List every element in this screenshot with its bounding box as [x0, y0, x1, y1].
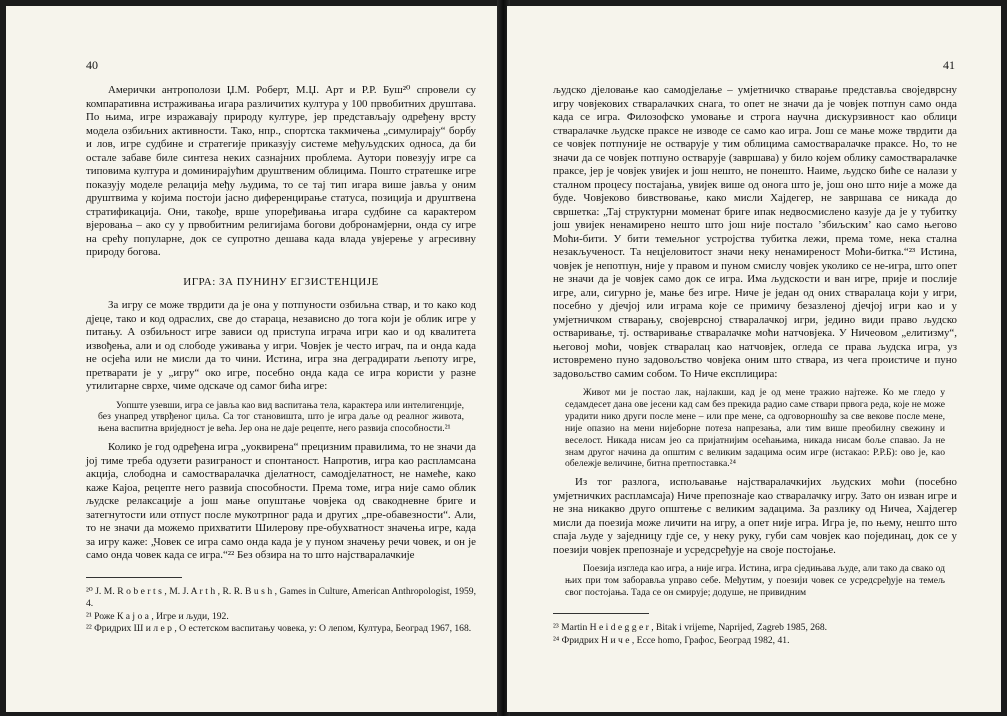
left-text-column	[86, 84, 476, 636]
paragraph: Амерички антрополози Џ.М. Роберт, М.Џ. Арт и Р.Р. Буш²⁰ спровели су компаративна истраживања игара различитих култура у 100 првобитних друштава. По њима, игре изражавају природу културе, јер представљају одређену врсту модела озбиљних активности. Тако, нпр., спортска такмичења „симулирају“ борбу и лов, игре судбине и стратегије приказују системе међуљудских односа, да би остале забаве биле синтеза неких сазнајних проблема. Аутори повезују игре са типовима култура и доминирајућим друштвеним облицима. Пошто стратешке игре показују моделе релација међу људима, то се тај тип игара више јавља у оним друштвима у којима постоји јасно диференцирање статуса, позиција и друштвена стратификација. Они, такође, врше упоређивања игара судбине са карактером вјеровања – ако су у првобитним религијама богови добронамјерни, онда су игре на срећу популарне, док се супротно дешава када влада увјерење у агресивну природу богова.	[86, 84, 476, 258]
footnote: ²⁴ Фридрих Н и ч е , Ecce homo, Графос, Београд 1982, 41.	[553, 634, 790, 646]
paragraph: За игру се може тврдити да је она у потпуности озбиљна ствар, и то како код дјеце, тако и код одраслих, све до стараца, независно до тога који је облик игре у питању. А озбиљност игре зависи од приступа играча игри као и од квалитета извођења, али и од слободе уживања у игри. Човјек је често играч, па и онда када не осјећа или не мисли да то чини. Истина, игра зна деградирати љепоту игре, претварати је у „игру“ око игре, посебно онда када се игра користи у разне утилитарне сврхе, чиме одскаче од самог бића игре:	[86, 299, 476, 392]
right-page	[507, 6, 1001, 712]
footnote-rule	[86, 577, 182, 578]
footnote: ²³ Martin H e i d e g g e r , Bitak i vrijeme, Naprijed, Zagreb 1985, 268.	[553, 622, 828, 634]
footnote: ²¹ Роже К а ј о а , Игре и људи, 192.	[86, 610, 229, 622]
block-quote: Уопште узевши, игра се јавља као вид васпитања тела, карактера или интелигенције, без унапред утврђеног циља. Са тог становишта, што је игра даље од реалног живота, њена васпитна вриједност је већа. Јер она не даје рецепте, него развија способности.²¹	[98, 399, 464, 435]
block-quote: Поезија изгледа као игра, а није игра. Истина, игра сједињава људе, али тако да свако од њих при том заборавља управо себе. Међутим, у поезији човек се усредсређује на темељ свог постојања. Тада се он смирује; додуше, не привидним	[565, 563, 945, 599]
block-quote: Живот ми је постао лак, најлакши, кад је од мене тражио најтеже. Ко ме гледо у седамдесет дана ове јесени кад сам без прекида радио саме ствари првога реда, које не може урадити нико други после мене – или пре мене, са одговорношћу за све векове после мене, није опазио на мени нијеборне потеза напрезања, али тим више преобилну свежину и веселост. Никада нисам јео са пријатнијим осећањима, никада нисам боље спавао. Ја не знам другог начина да општим с великим задацима осим игре (истакао: Р.Р.Б): ово је, као обележје величине, битна претпоставка.²⁴	[565, 387, 945, 470]
page-number: 41	[943, 58, 955, 72]
paragraph: Из тог разлога, испољавање најстваралачкијих људских моћи (посебно умјетничких распламсаја) Ниче препознаје као стваралачку игру. Зато он изван игре и не зна никакво друго општење с великим задацима. За разлику од Ничеа, Хајдегер мисли да поезија може личити на игру, а опет није игра. Игра је, по њему, нешто што спаја људе у заједницу гдје се, у неку руку, губи сам човјек као појединац, док се у поезији човјек препознаје и усредсређује на своје постојање.	[553, 476, 957, 556]
page-number: 40	[86, 58, 98, 72]
footnote: ²² Фридрих Ш и л е р , О естетском васпитању човека, у: О лепом, Култура, Београд 1967, 168.	[86, 623, 472, 635]
paragraph: људско дјеловање као самодјелање – умјетничко стварање представља своједврсну игру човјекових стваралачких снага, то опет не значи да је човјек потпун само онда када се игра. Филозофско умовање и строга научна дискурзивност као облици стваралачке људске праксе не изводе се само као игра. Још се мање може тврдити да се човјек потпуније не остварује у тим облицима самостваралачке праксе. Но, то не значи да се човјек потпуно остварује (завршава) у било којем облику самостваралачке праксе, јер је човјек увијек и још нешто, не понешто. Наиме, људско биће се налази у сталном процесу постајања, увијек више од онога што је, још оно што није а може да буде. Човјеково бивствовање, како мисли Хајдегер, не завршава се никада до свршетка: „Тај структурни моменат бриге ипак недвосмислено казује да је у тубитку још увијек ненамирено нешто што још није постало ’збиљским’ као само његово Моћи-бити. У бити темељног устројства тубитка лежи, према томе, нека стална незакљученост. Та нецјеловитост значи неку ненамиреност Моћи-битка.“²³ Истина, човјек је непотпун, није у правом и пуном смислу човјек уколико се не-игра, што опет не значи да је човјек само док се игра. Има људскости и ван игре, прије и послије игре, али, сигурно је, мање без игре. Ниче је један од оних стваралаца који у игри, посебно у дјечјој или играма које се примичу безазленој дјечјој игри као и у умјетничком стварању, својеврсној стваралачкој игри, једино види право људско остваривање, тј. остваривање стваралачке моћи натчовјека. У Ничеовом „елитизму“, његовој моћи, човјек стваралац као натчовјек, огледа се права људска игра, уз истовремено пуно задовољство човјека оним што ствара, из чега проистиче и пуно задовољство самим собом. То Ниче експлицира:	[553, 84, 957, 380]
footnote-rule	[553, 613, 649, 614]
footnote: ²⁰ J. M. R o b e r t s , M. J. A r t h , R. R. B u s h , Games in Culture, American Anthropologist, 1959, 4.	[86, 585, 476, 610]
right-text-column	[553, 84, 957, 647]
left-page	[6, 6, 500, 712]
paragraph: Колико је год одређена игра „уоквирена“ прецизним правилима, то не значи да јој тиме треба одузети разиграност и спонтаност. Напротив, игра као распламсана акција, слободна и самостваралачка дјелатност, самодјелатност, не намеће, како каже Кајоа, рецепте него развија способности. Према томе, игра није само облик људске релаксације а још мање опуштање човјека од свакодневне бриге и затегнутости или отпуст после мукотрпног рада и других „пре-обавезности“. Али, то не значи да можемо прихватити Шилерову пре-обухватност значења игре, када за игру каже: „Човек се игра само онда када је у пуном значењу речи човек, и он је само онда човек када се игра.“²² Без обзира на то што најстваралачкије	[86, 441, 476, 562]
section-heading: ИГРА: ЗА ПУНИНУ ЕГЗИСТЕНЦИЈЕ	[183, 275, 379, 288]
